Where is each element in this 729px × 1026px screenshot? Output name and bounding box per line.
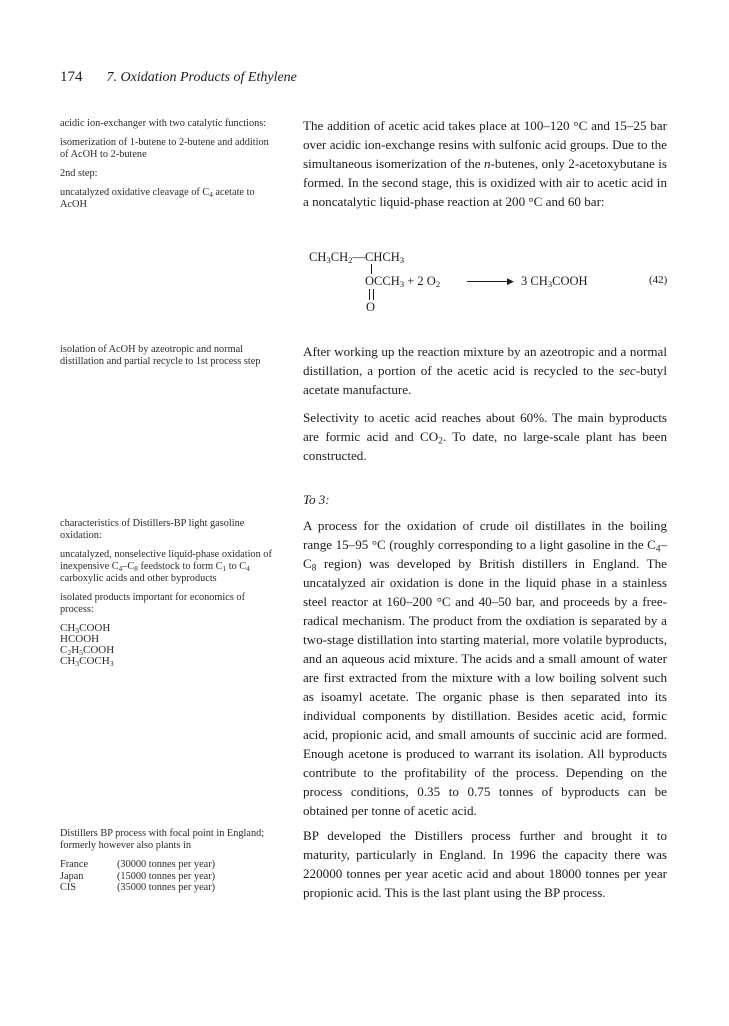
reaction-equation bbox=[303, 250, 673, 320]
plant-row: CIS (35000 tonnes per year) bbox=[60, 882, 216, 893]
compound-list bbox=[60, 623, 278, 667]
plant-list bbox=[60, 859, 278, 894]
side-note-2: isomerization of 1-butene to 2-butene and addition of AcOH to 2-butene bbox=[60, 137, 269, 160]
side-note-8: isolated products important for economics of process: bbox=[60, 592, 246, 615]
equation-ester-group: $OCCH_3 + 2$ $O_2$ bbox=[365, 274, 441, 290]
chapter-title: 7. Oxidation Products of Ethylene bbox=[106, 70, 297, 85]
side-note-distillers bbox=[60, 518, 278, 667]
compound-formic-acid: HCOOH bbox=[60, 633, 100, 645]
equation-product: 3 $CH_3COOH$ bbox=[521, 274, 588, 290]
side-note-9: Distillers BP process with focal point in England; formerly however also plants in bbox=[60, 828, 265, 851]
page-number: 174 bbox=[60, 69, 83, 85]
side-note-6: characteristics of Distillers-BP light gasoline oxidation: bbox=[60, 518, 245, 541]
equation-number: (42) bbox=[649, 274, 668, 286]
equation-carbonyl-oxygen: O bbox=[366, 300, 376, 314]
compound-propionic-acid: $C_2H_5COOH$ bbox=[60, 644, 115, 657]
side-note-catalyst bbox=[60, 118, 278, 218]
plant-row: France (30000 tonnes per year) bbox=[60, 859, 216, 870]
main-paragraph-4: A process for the oxidation of crude oil distillates in the boiling range 15–95 °C (roughly corresponding to a light gasoline in the $C_4-C_8$ region) was developed by British distillers in England. The uncatalyzed air oxidation is done in the liquid phase in a stainless steel reactor at 160–200 °C and 40–50 bar, and proceeds by a free-radical mechanism. The product from the oxdiation is separated by a two-stage distillation into starting material, more volatile byproducts, and an aqueous acid mixture. The acids and a small amount of water are first extracted from the mixture with a low boiling solvent such as isoamyl acetate. The organic phase is then separated into its individual components by distillation. Besides acetic acid, formic acid, propionic acid, and small amounts of succinic acid are formed. Enough acetone is produced to warrant its isolation. All byproducts contribute to the profitability of the process. Depending on the process conditions, 0.35 to 0.75 tonnes of byproducts can be obtained per tonne of acetic acid. bbox=[303, 518, 667, 818]
side-note-bp bbox=[60, 828, 278, 894]
side-note-4: uncatalyzed oxidative cleavage of $C_4$ acetate to AcOH bbox=[60, 187, 255, 210]
main-paragraph-2: After working up the reaction mixture by an azeotropic and a normal distillation, a portion of the acetic acid is recycled to the sec-butyl acetate manufacture. Selectivity to acetic acid reaches about 60%. The main byproducts are formic acid and $CO_2$. To date, no large-scale plant has been constructed. bbox=[303, 344, 667, 463]
page-header bbox=[60, 68, 297, 88]
main-paragraph-1: The addition of acetic acid takes place at 100–120 °C and 15–25 bar over acidic ion-exchange resins with sulfonic acid groups. Due to the simultaneous isomerization of the n-butenes, only 2-acetoxybutane is formed. In the second stage, this is oxidized with air to acetic acid in a noncatalytic liquid-phase reaction at 200 °C and 60 bar: bbox=[303, 118, 667, 209]
reaction-arrow-line bbox=[467, 281, 511, 282]
double-bond-line-left bbox=[369, 289, 370, 300]
side-note-isolation bbox=[60, 344, 278, 375]
equation-reactant-chain: $CH_3CH_2—CHCH_3$ bbox=[309, 250, 405, 266]
double-bond-line-right bbox=[373, 289, 374, 300]
bond-line bbox=[371, 264, 372, 274]
plant-row: Japan (15000 tonnes per year) bbox=[60, 870, 216, 882]
side-note-7: uncatalyzed, nonselective liquid-phase oxidation of inexpensive $C_4-C_8$ feedstock to form $C_1$ to $C_4$ carboxylic acids and other byproducts bbox=[60, 549, 272, 584]
side-note-3: 2nd step: bbox=[60, 168, 98, 179]
main-paragraph-3: Selectivity to acetic acid reaches about 60%. The main byproducts are formic acid and $CO_2$. To date, no large-scale plant has been constructed. bbox=[303, 410, 667, 463]
reaction-arrow-icon: ▶ bbox=[507, 276, 514, 286]
side-note-5: isolation of AcOH by azeotropic and normal distillation and partial recycle to 1st process step bbox=[60, 344, 261, 367]
side-note-1: acidic ion-exchanger with two catalytic functions: bbox=[60, 118, 267, 129]
main-paragraph-5: BP developed the Distillers process further and brought it to maturity, particularly in England. In 1996 the capacity there was 220000 tonnes per year acetic acid and about 18000 tonnes per year propionic acid. This is the last plant using the BP process. bbox=[303, 828, 667, 900]
section-subheading: To 3: bbox=[303, 492, 330, 507]
compound-acetone: $CH_3COCH_3$ bbox=[60, 655, 114, 668]
compound-acetic-acid: $CH_3COOH$ bbox=[60, 622, 111, 635]
